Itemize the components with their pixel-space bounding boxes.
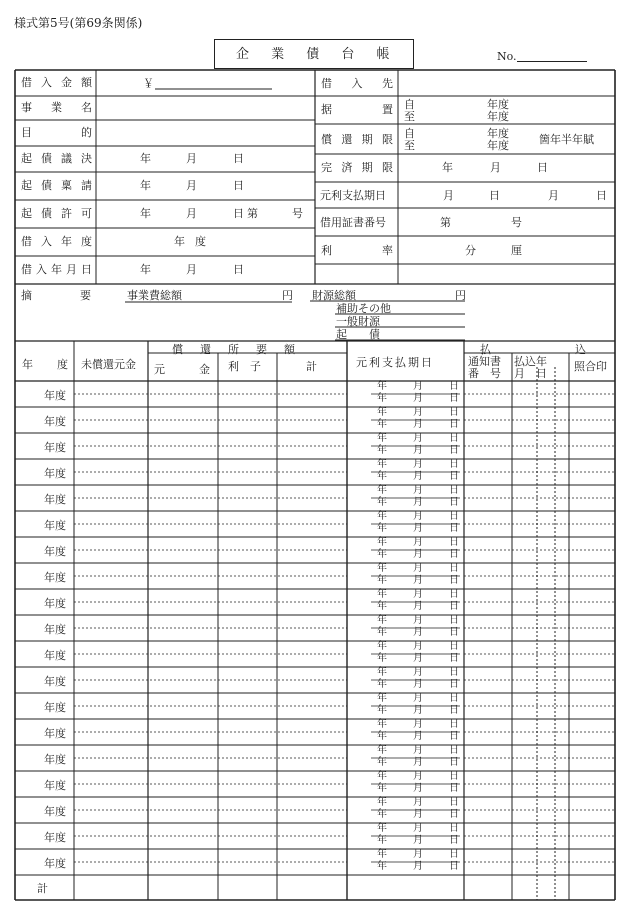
date-year-char: 年: [377, 809, 387, 820]
date-day-char: 日: [449, 537, 459, 548]
year-char: 年: [140, 207, 151, 220]
date-year-char: 年: [377, 511, 387, 522]
month-char: 月: [186, 263, 197, 276]
upper-left-label: 債: [41, 207, 52, 220]
date-month-char: 月: [413, 381, 423, 392]
upper-left-label: 月: [66, 263, 77, 276]
upper-right-label: 期: [361, 133, 373, 146]
day-char: 日: [596, 189, 607, 202]
date-month-char: 月: [413, 537, 423, 548]
upper-left-label: 入: [41, 235, 52, 248]
funding-source: 補助その他: [336, 302, 391, 315]
day-char: 日: [233, 152, 244, 165]
ledger-header: 元: [154, 363, 165, 376]
year-char: 年: [174, 235, 185, 248]
year-char: 年: [140, 179, 151, 192]
date-month-char: 月: [413, 679, 423, 690]
project-total-label: 事業費総額: [127, 289, 182, 302]
date-month-char: 月: [413, 445, 423, 456]
date-year-char: 年: [377, 783, 387, 794]
date-month-char: 月: [413, 523, 423, 534]
date-year-char: 年: [377, 731, 387, 742]
summary-label: 摘: [21, 289, 32, 302]
date-month-char: 月: [413, 705, 423, 716]
date-month-char: 月: [413, 653, 423, 664]
upper-left-label: 借: [21, 263, 32, 276]
date-year-char: 年: [377, 393, 387, 404]
date-day-char: 日: [449, 549, 459, 560]
upper-left-label: 許: [61, 207, 72, 220]
date-year-char: 年: [377, 575, 387, 586]
rin-char: 厘: [511, 244, 522, 257]
date-day-char: 日: [449, 445, 459, 456]
ledger-row-year-label: 年度: [44, 727, 66, 740]
ledger-header: 計: [306, 360, 317, 373]
date-month-char: 月: [413, 849, 423, 860]
month-char: 月: [490, 161, 501, 174]
upper-right-label: 先: [382, 77, 393, 90]
date-day-char: 日: [449, 679, 459, 690]
ledger-row-year-label: 年度: [44, 519, 66, 532]
ledger-row-year-label: 年度: [44, 623, 66, 636]
ledger-row-year-label: 年度: [44, 779, 66, 792]
date-day-char: 日: [449, 641, 459, 652]
date-day-char: 日: [449, 523, 459, 534]
date-month-char: 月: [413, 627, 423, 638]
upper-left-label: 年: [61, 235, 72, 248]
upper-right-label: 限: [382, 161, 393, 174]
date-day-char: 日: [449, 797, 459, 808]
year-char: 年: [140, 152, 151, 165]
from-char: 自: [404, 127, 415, 140]
year-char: 年: [140, 263, 151, 276]
date-month-char: 月: [413, 861, 423, 872]
date-day-char: 日: [449, 653, 459, 664]
month-char: 月: [443, 189, 454, 202]
upper-right-label: 置: [382, 103, 393, 116]
date-month-char: 月: [413, 563, 423, 574]
yen-char: 円: [282, 289, 293, 302]
loan-amount-yen: ￥: [143, 77, 154, 90]
funding-total-label: 財源総額: [312, 289, 356, 302]
date-day-char: 日: [449, 745, 459, 756]
upper-left-label: 稟: [61, 179, 72, 192]
upper-left-label: 度: [81, 235, 92, 248]
upper-left-label: 業: [51, 101, 62, 114]
date-year-char: 年: [377, 615, 387, 626]
form-id: 様式第5号(第69条関係): [14, 16, 143, 30]
date-month-char: 月: [413, 511, 423, 522]
ledger-row-year-label: 年度: [44, 597, 66, 610]
upper-right-label: 率: [382, 244, 393, 257]
ledger-row-year-label: 年度: [44, 545, 66, 558]
date-day-char: 日: [449, 705, 459, 716]
date-year-char: 年: [377, 497, 387, 508]
ledger-row-year-label: 年度: [44, 415, 66, 428]
funding-source: 一般財源: [336, 315, 380, 328]
ledger-row-year-label: 年度: [44, 857, 66, 870]
date-year-char: 年: [377, 679, 387, 690]
bun-char: 分: [465, 244, 476, 257]
upper-right-label: 完: [321, 161, 332, 174]
date-day-char: 日: [449, 497, 459, 508]
date-year-char: 年: [377, 771, 387, 782]
day-char: 日: [537, 161, 548, 174]
date-day-char: 日: [449, 757, 459, 768]
date-year-char: 年: [377, 757, 387, 768]
upper-left-label: 目: [21, 126, 32, 139]
upper-left-label: 債: [41, 179, 52, 192]
to-char: 至: [404, 110, 415, 123]
month-char: 月: [186, 207, 197, 220]
ledger-row-year-label: 年度: [44, 675, 66, 688]
date-day-char: 日: [449, 563, 459, 574]
upper-right-label: 利: [321, 244, 332, 257]
day-char: 日: [233, 263, 244, 276]
date-year-char: 年: [377, 419, 387, 430]
date-year-char: 年: [377, 549, 387, 560]
date-year-char: 年: [377, 823, 387, 834]
upper-left-label: 金: [61, 76, 72, 89]
date-day-char: 日: [449, 835, 459, 846]
ledger-header: 利 子: [228, 360, 261, 373]
date-day-char: 日: [449, 731, 459, 742]
upper-right-label: 済: [341, 161, 353, 174]
date-month-char: 月: [413, 641, 423, 652]
upper-left-label: 名: [81, 101, 92, 114]
date-day-char: 日: [449, 589, 459, 600]
upper-left-label: 起: [21, 179, 32, 192]
date-month-char: 月: [413, 393, 423, 404]
number-label: No.: [497, 50, 517, 63]
ledger-header: 元利支払期日: [356, 356, 434, 369]
date-month-char: 月: [413, 471, 423, 482]
date-year-char: 年: [377, 445, 387, 456]
date-day-char: 日: [449, 393, 459, 404]
upper-right-label: 限: [382, 133, 393, 146]
upper-right-label: 借: [321, 77, 332, 90]
date-day-char: 日: [449, 823, 459, 834]
date-year-char: 年: [377, 653, 387, 664]
date-month-char: 月: [413, 771, 423, 782]
funding-source: 起 債: [336, 328, 380, 341]
from-char: 自: [404, 98, 415, 111]
date-day-char: 日: [449, 471, 459, 482]
year-char: 年: [442, 161, 453, 174]
date-day-char: 日: [449, 849, 459, 860]
ledger-row-year-label: 年度: [44, 831, 66, 844]
date-year-char: 年: [377, 407, 387, 418]
date-month-char: 月: [413, 575, 423, 586]
ledger-header: 通知書 番 号: [468, 355, 501, 380]
yen-char: 円: [455, 289, 466, 302]
month-char: 月: [548, 189, 559, 202]
date-day-char: 日: [449, 433, 459, 444]
date-month-char: 月: [413, 459, 423, 470]
date-month-char: 月: [413, 835, 423, 846]
date-year-char: 年: [377, 563, 387, 574]
day-char: 日: [489, 189, 500, 202]
date-month-char: 月: [413, 823, 423, 834]
date-year-char: 年: [377, 667, 387, 678]
upper-right-label: 入: [351, 77, 363, 90]
upper-left-label: 決: [81, 152, 92, 165]
date-year-char: 年: [377, 459, 387, 470]
fiscal-year-char: 年度: [487, 98, 509, 111]
dai-char: 第: [440, 216, 451, 229]
date-day-char: 日: [449, 615, 459, 626]
date-month-char: 月: [413, 745, 423, 756]
certificate-no-label: 借用証書番号: [320, 216, 386, 229]
ledger-header: 度: [57, 358, 68, 371]
ledger-sum-label: 計: [37, 882, 48, 895]
upper-right-label: 償: [321, 133, 332, 146]
date-year-char: 年: [377, 835, 387, 846]
date-month-char: 月: [413, 407, 423, 418]
date-year-char: 年: [377, 381, 387, 392]
date-month-char: 月: [413, 419, 423, 430]
upper-left-label: 事: [21, 101, 32, 114]
ledger-row-year-label: 年度: [44, 467, 66, 480]
form-title: 企 業 債 台 帳: [236, 47, 399, 62]
upper-right-label: 還: [341, 133, 353, 146]
date-month-char: 月: [413, 497, 423, 508]
ledger-header: 未償還元金: [81, 358, 136, 371]
date-year-char: 年: [377, 601, 387, 612]
ledger-row-year-label: 年度: [44, 753, 66, 766]
date-day-char: 日: [449, 381, 459, 392]
upper-left-label: 的: [81, 126, 92, 139]
upper-left-label: 額: [81, 76, 92, 89]
date-year-char: 年: [377, 705, 387, 716]
upper-left-label: 起: [21, 207, 32, 220]
ledger-row-year-label: 年度: [44, 441, 66, 454]
ledger-header: 年: [22, 358, 33, 371]
date-day-char: 日: [449, 575, 459, 586]
date-year-char: 年: [377, 627, 387, 638]
date-day-char: 日: [449, 419, 459, 430]
date-day-char: 日: [449, 511, 459, 522]
date-month-char: 月: [413, 783, 423, 794]
date-year-char: 年: [377, 745, 387, 756]
upper-left-label: 請: [81, 179, 92, 192]
date-month-char: 月: [413, 601, 423, 612]
date-year-char: 年: [377, 861, 387, 872]
date-month-char: 月: [413, 719, 423, 730]
upper-left-label: 起: [21, 152, 32, 165]
to-char: 至: [404, 139, 415, 152]
date-day-char: 日: [449, 627, 459, 638]
ledger-header: 照合印: [574, 360, 607, 373]
date-year-char: 年: [377, 523, 387, 534]
upper-right-label: 据: [321, 103, 332, 116]
date-month-char: 月: [413, 809, 423, 820]
date-month-char: 月: [413, 757, 423, 768]
payment-date-label: 元利支払期日: [320, 189, 386, 202]
date-day-char: 日: [449, 601, 459, 612]
do-char: 度: [195, 235, 206, 248]
date-month-char: 月: [413, 731, 423, 742]
fiscal-year-char: 年度: [487, 127, 509, 140]
ledger-row-year-label: 年度: [44, 571, 66, 584]
date-month-char: 月: [413, 667, 423, 678]
upper-left-label: 債: [41, 152, 52, 165]
day-char: 日: [233, 179, 244, 192]
date-day-char: 日: [449, 719, 459, 730]
date-day-char: 日: [449, 407, 459, 418]
date-year-char: 年: [377, 471, 387, 482]
date-year-char: 年: [377, 719, 387, 730]
date-month-char: 月: [413, 589, 423, 600]
date-month-char: 月: [413, 433, 423, 444]
date-day-char: 日: [449, 771, 459, 782]
date-year-char: 年: [377, 693, 387, 704]
go-char: 号: [511, 216, 522, 229]
date-day-char: 日: [449, 693, 459, 704]
upper-left-label: 可: [81, 207, 92, 220]
date-year-char: 年: [377, 433, 387, 444]
date-year-char: 年: [377, 537, 387, 548]
go-char: 号: [292, 207, 303, 220]
date-month-char: 月: [413, 693, 423, 704]
ledger-header: 込: [575, 343, 586, 356]
upper-left-label: 入: [41, 76, 52, 89]
upper-left-label: 議: [61, 152, 72, 165]
date-month-char: 月: [413, 615, 423, 626]
date-day-char: 日: [449, 667, 459, 678]
date-day-char: 日: [449, 783, 459, 794]
date-day-char: 日: [449, 485, 459, 496]
date-month-char: 月: [413, 549, 423, 560]
ledger-header: 払: [480, 343, 491, 356]
ledger-header: 払込年 月 日: [514, 355, 547, 380]
ledger-row-year-label: 年度: [44, 389, 66, 402]
date-year-char: 年: [377, 797, 387, 808]
fiscal-year-char: 年度: [487, 139, 509, 152]
date-year-char: 年: [377, 849, 387, 860]
ledger-row-year-label: 年度: [44, 805, 66, 818]
upper-left-label: 入: [36, 263, 47, 276]
upper-left-label: 日: [81, 263, 92, 276]
month-char: 月: [186, 179, 197, 192]
date-day-char: 日: [449, 861, 459, 872]
ledger-row-year-label: 年度: [44, 701, 66, 714]
ledger-header: 償 還 所 要 額: [172, 343, 298, 356]
date-month-char: 月: [413, 797, 423, 808]
ledger-row-year-label: 年度: [44, 493, 66, 506]
upper-left-label: 年: [51, 263, 62, 276]
date-month-char: 月: [413, 485, 423, 496]
month-char: 月: [186, 152, 197, 165]
date-day-char: 日: [449, 809, 459, 820]
upper-left-label: 借: [21, 235, 32, 248]
date-day-char: 日: [449, 459, 459, 470]
repayment-modes: 箇年半年賦: [539, 133, 594, 146]
upper-right-label: 期: [361, 161, 373, 174]
ledger-header: 金: [199, 363, 210, 376]
summary-label: 要: [80, 289, 91, 302]
date-year-char: 年: [377, 485, 387, 496]
date-year-char: 年: [377, 589, 387, 600]
upper-left-label: 借: [21, 76, 32, 89]
date-year-char: 年: [377, 641, 387, 652]
ledger-row-year-label: 年度: [44, 649, 66, 662]
fiscal-year-char: 年度: [487, 110, 509, 123]
day-char: 日: [233, 207, 244, 220]
dai-char: 第: [247, 207, 258, 220]
